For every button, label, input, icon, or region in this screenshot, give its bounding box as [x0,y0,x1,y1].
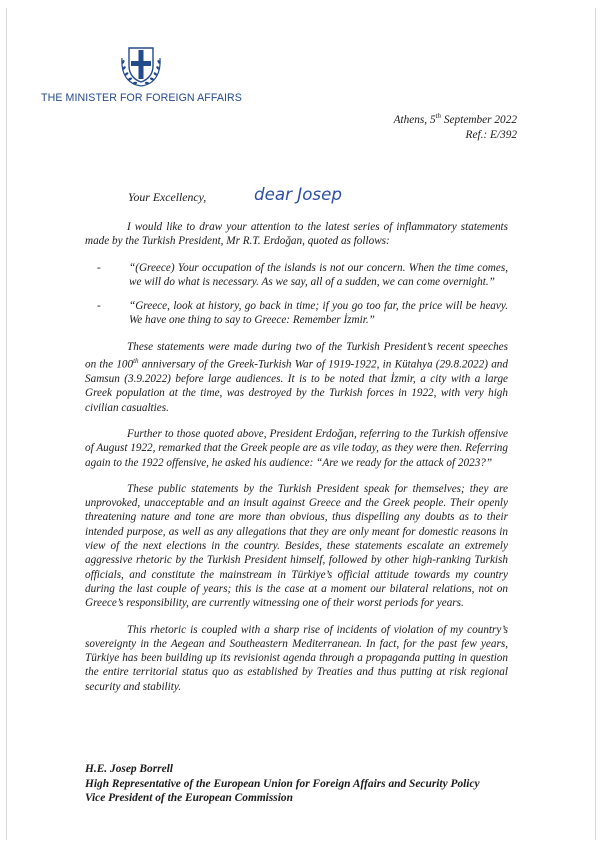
paragraph-2: These statements were made during two of the Turkish President’s recent speeches on the 100th anniversary of the Greek-Turkish War of 1919-1922, in Kütahya (29.8.2022) and Samsun (3.9.2022) before large audiences. It is to be noted that İzmir, a city with a large Greek population at the time, was destroyed by the Turkish forces in 1922, with very high civilian casualties. [85,340,508,414]
handwritten-greeting-text: dear Josep [254,185,343,205]
quote-list [85,261,508,328]
recipient-title-2: Vice President of the European Commission [85,792,293,804]
paragraph-5: This rhetoric is coupled with a sharp rise of incidents of violation of my country’s sovereignty in the Aegean and Southeastern Mediterranean. In fact, for the past few years, Türkiye has been building up its revisionist agenda through a propaganda putting in question the entire territorial status quo as established by Treaties and thus putting at risk regional security and stability. [85,623,508,693]
salutation: Your Excellency, [128,190,207,204]
recipient-block [85,762,555,806]
letter-body [85,220,508,706]
handwritten-greeting [250,181,350,209]
date-block [394,109,517,143]
ministry-header: THE MINISTER FOR FOREIGN AFFAIRS [41,92,242,104]
greek-coat-of-arms-icon [118,40,164,92]
quote-item: - “Greece, look at history, go back in time; if you go too far, the price will be heavy. We have one thing to say to Greece: Remember İzmir.” [97,300,508,327]
quote-item: - “(Greece) Your occupation of the islands is not our concern. When the time comes, we will do what is necessary. As we say, all of a sudden, we can come overnight.” [97,261,508,288]
recipient-name: H.E. Josep Borrell [85,763,173,775]
place-date: Athens, 5th September 2022 [393,112,517,126]
recipient-title-1: High Representative of the European Union for Foreign Affairs and Security Policy [85,777,480,790]
quote-text: “(Greece) Your occupation of the islands is not our concern. When the time comes, we will do what is necessary. As we say, all of a sudden, we can come overnight.” [129,261,508,288]
paragraph-4: These public statements by the Turkish President speak for themselves; they are unprovoked, unacceptable and an insult against Greece and the Greek people. Their openly threatening nature and tone are more than obvious, thus dispelling any doubts as to their intended purpose, as well as any allegations that they are only meant for domestic reasons in view of the next elections in the country. Besides, these statements escalate an extremely aggressive rhetoric by the Turkish President himself, followed by other high-ranking Turkish officials, and constitute the mainstream in Türkiye’s official attitude towards my country during the last couple of years; this is the case at a moment our bilateral relations, not on Greece’s responsibility, are currently witnessing one of their worst periods for years. [85,482,508,610]
paragraph-intro: I would like to draw your attention to the latest series of inflammatory statements made by the Turkish President, Mr R.T. Erdoğan, quoted as follows: [85,221,508,248]
quote-text: “Greece, look at history, go back in time; if you go too far, the price will be heavy. We have one thing to say to Greece: Remember İzmir.” [129,300,508,327]
paragraph-3: Further to those quoted above, President Erdoğan, referring to the Turkish offensive of August 1922, remarked that the Greek people are as vile today, as they were then. Referring again to the 1922 offensive, he asked his audience: “Are we ready for the attack of 2023?” [85,428,508,469]
reference-number: Ref.: E/392 [465,128,517,141]
